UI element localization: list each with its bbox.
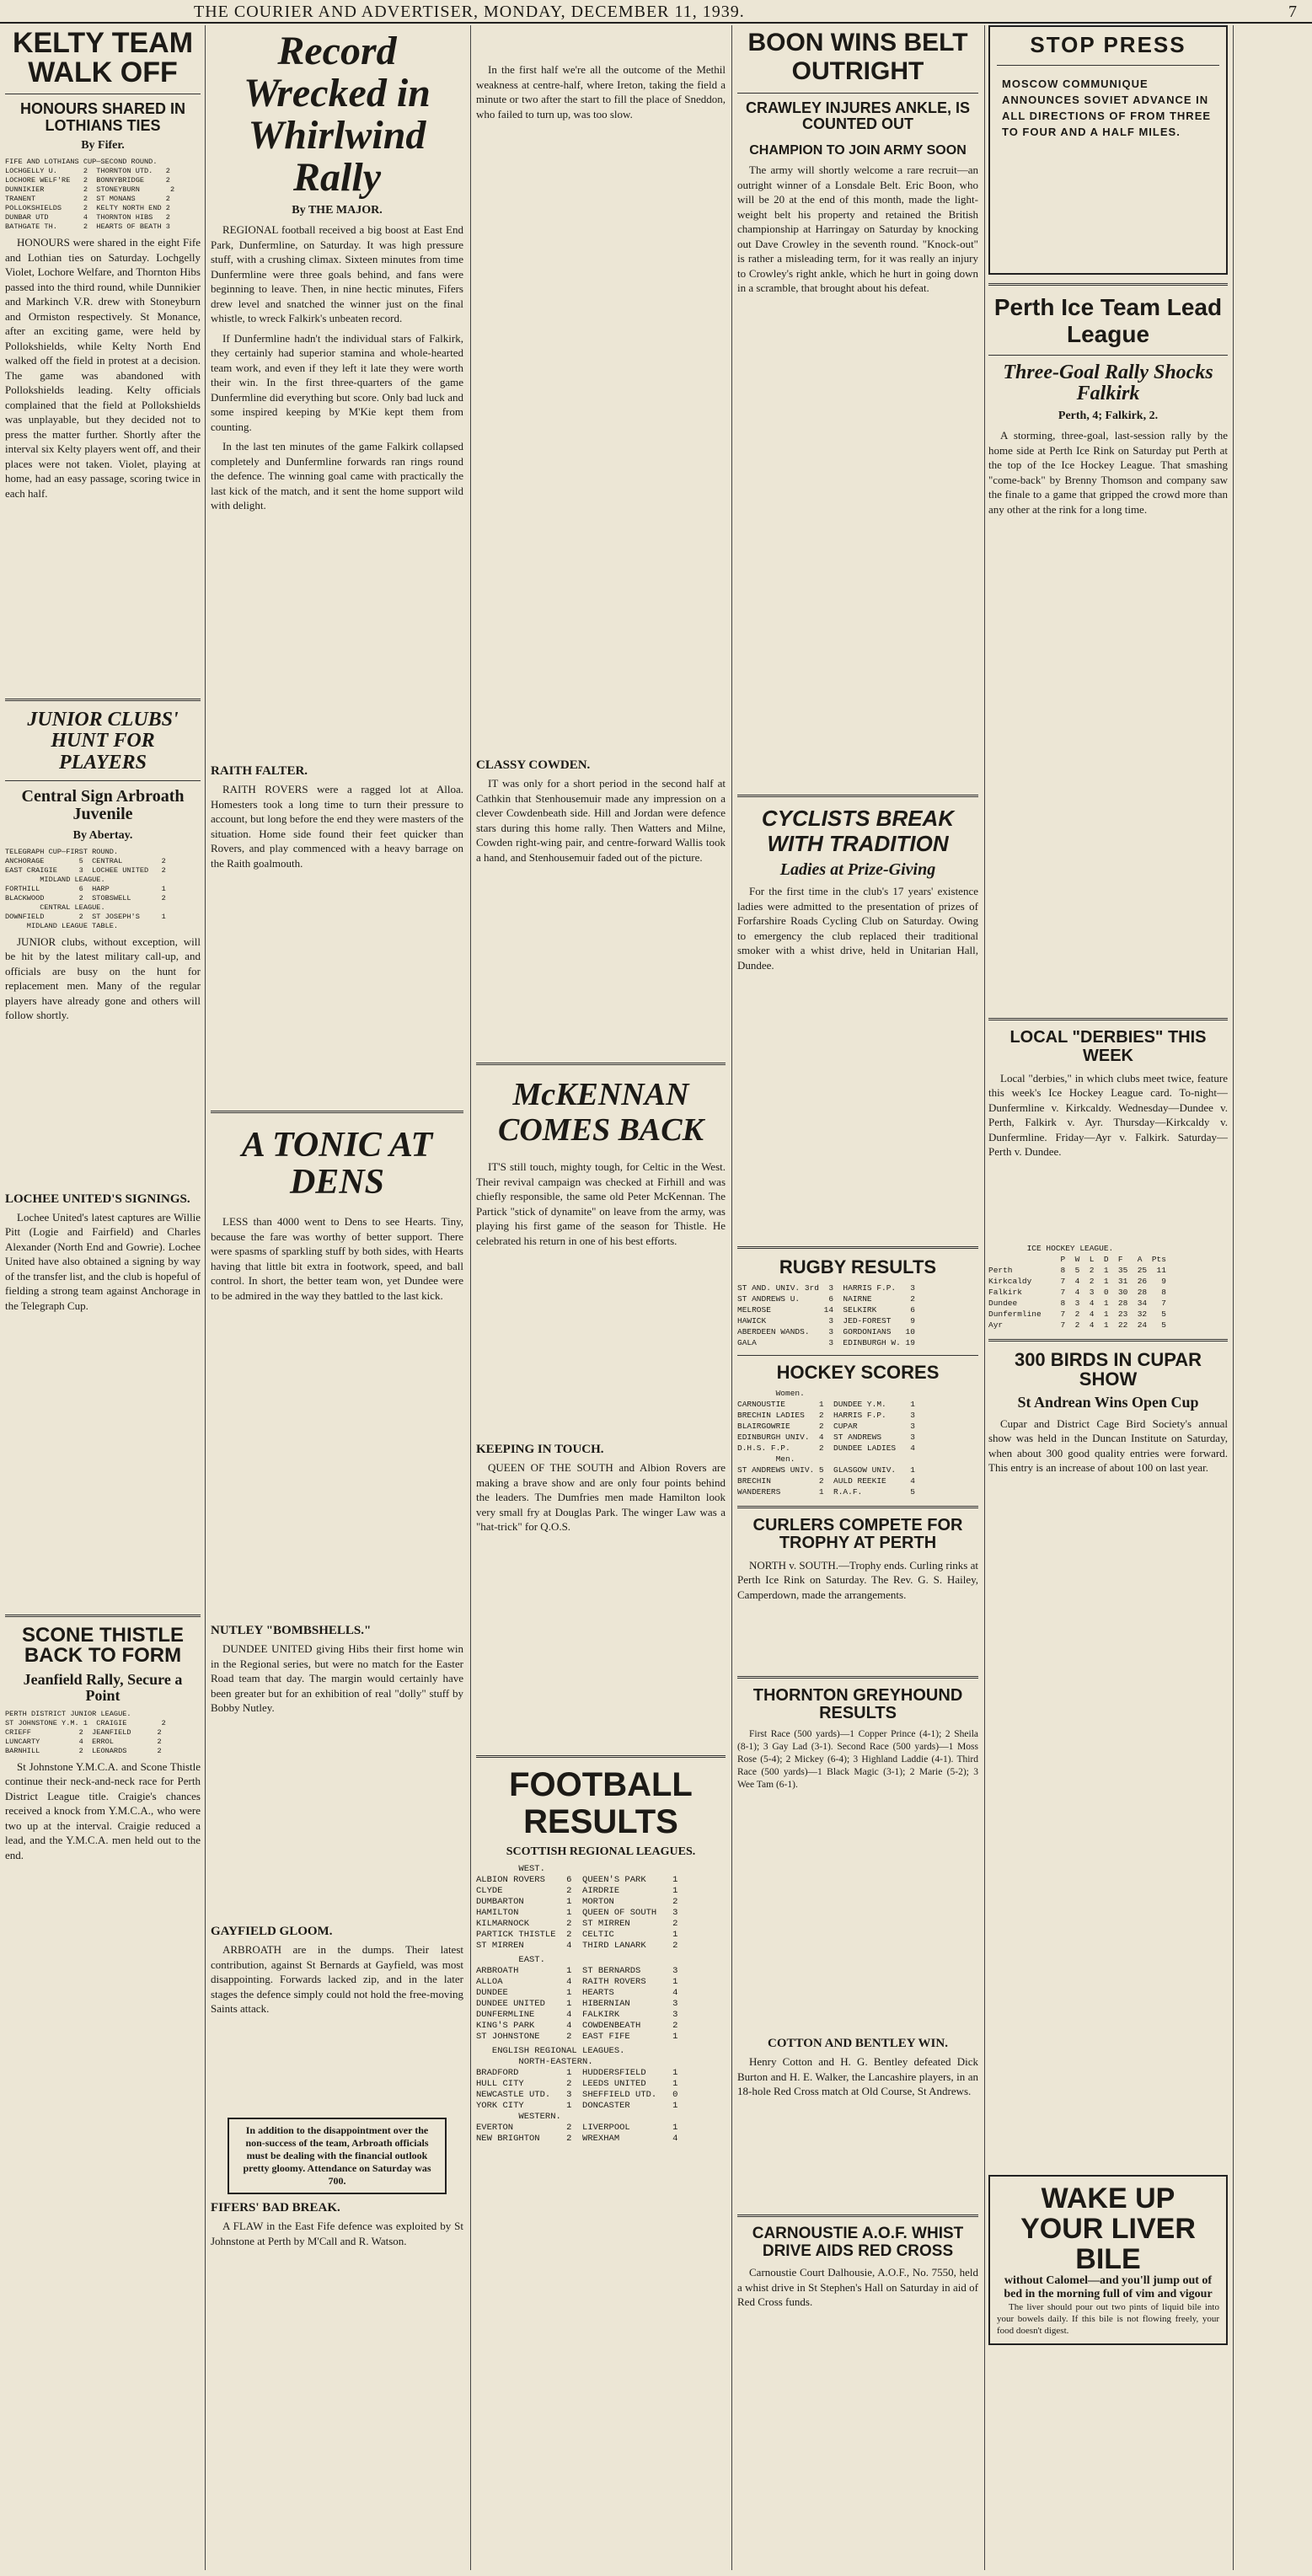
liver-bile-advert [988,2175,1228,2345]
liver-advert-headline: WAKE UP YOUR LIVER BILE [1020,2182,1196,2275]
rugby-results: ST AND. UNIV. 3rd 3 HARRIS F.P. 3 ST ANDREWS U. 6 NAIRNE 2 MELROSE 14 SELKIRK 6 HAWICK 3 JED-FOREST 9 ABERDEEN WANDS. 3 GORDONIANS 10 GALA 3 EDINBURGH W. 19 [737,1283,915,1347]
curlers-article: NORTH v. SOUTH.—Trophy ends. Curling rinks at Perth Ice Rink on Saturday. The Rev. G. S. Hailey, Camperdown, made the arrangements. [737,1558,978,1601]
column-4 [737,25,978,2570]
gayfield-article: ARBROATH are in the dumps. Their latest contribution, against St Bernards at Gayfield, was most disappointing. Forwards lacked zip, and in the later stages the defence simply could not hold the free-moving Saints attack. [211,1943,463,2015]
column-rule [984,25,985,2570]
column-5 [988,25,1228,2570]
masthead-title: THE COURIER AND ADVERTISER, MONDAY, DECEMBER 11, 1939. [194,3,745,21]
lochee-subhead: LOCHEE UNITED'S SIGNINGS. [5,1192,190,1206]
cotton-subhead: COTTON AND BENTLEY WIN. [768,2037,948,2051]
derbies-headline: LOCAL "DERBIES" THIS WEEK [1009,1028,1207,1065]
cyclists-headline: CYCLISTS BREAK WITH TRADITION [761,806,955,857]
boon-headline: BOON WINS BELT OUTRIGHT [747,29,968,85]
attendance-notice: In addition to the disappointment over the non-success of the team, Arbroath officials must be dealing with the financial outlook pretty gloomy. Attendance on Saturday was 700. [228,2118,447,2194]
record-byline: By THE MAJOR. [292,204,383,217]
perth-headline: Perth Ice Team Lead League [993,294,1223,347]
champion-subhead: CHAMPION TO JOIN ARMY SOON [749,142,967,158]
football-results-west: WEST. ALBION ROVERS 6 QUEEN'S PARK 1 CLYDE 2 AIRDRIE 1 DUMBARTON 1 MORTON 2 HAMILTON 1 QUEEN OF SOUTH 3 KILMARNOCK 2 ST MIRREN 2 PARTICK THISTLE 2 CELTIC 1 ST MIRREN 4 THIRD LANARK 2 [476,1864,678,1951]
kelty-byline: By Fifer. [81,139,125,153]
record-article-part1: REGIONAL football received a big boost at East End Park, Dunfermline, on Saturday. It was high pressure stuff, with a crushing climax. Sixteen minutes from time Dunfermline were three goals behind, and fans were beginning to leave. Then, in nine hectic minutes, Fifers drew level and snatched the winner just on the final whistle, to wreck Falkirk's unbeaten record. [211,223,463,324]
masthead [0,0,1312,24]
record-continued: In the first half we're all the outcome of the Methil weakness at centre-half, where Ireton, taking the field a minute or two after the start to fill the place of Sneddon, who failed to turn up, was too slow. [476,63,726,120]
fifers-subhead: FIFERS' BAD BREAK. [211,2201,340,2215]
liver-advert-text: The liver should pour out two pints of liquid bile into your bowels daily. If this bile is not flowing freely, your food doesn't digest. [997,2301,1219,2336]
central-byline: By Abertay. [72,828,133,842]
tonic-headline: A TONIC AT DENS [241,1126,433,1202]
classy-article: IT was only for a short period in the second half at Cathkin that Stenhousemuir made any impression on a clever Cowdenbeath side. Hill and Jordan were defence stars during this home rally. Then Watters and Milne, Cowden right-wing pair, and centre-forward Wallis took a hand, and Stenhousemuir faded out of the picture. [476,777,726,864]
gayfield-subhead: GAYFIELD GLOOM. [211,1925,333,1938]
scone-results: PERTH DISTRICT JUNIOR LEAGUE. ST JOHNSTONE Y.M. 1 CRAIGIE 2 CRIEFF 2 JEANFIELD 2 LUNCARTY 4 ERROL 2 BARNHILL 2 LEONARDS 2 [5,1709,166,1755]
keeping-subhead: KEEPING IN TOUCH. [476,1443,604,1456]
kelty-results: FIFE AND LOTHIANS CUP—SECOND ROUND. LOCHGELLY U. 2 THORNTON UTD. 2 LOCHORE WELF'RE 2 BONNYBRIDGE 2 DUNNIKIER 2 STONEYBURN 2 TRANENT 2 ST MONANS 2 POLLOKSHIELDS 2 KELTY NORTH END 2 DUNBAR UTD 4 THORNTON HIBS 2 BATHGATE TH. 2 HEARTS OF BEATH 3 [5,158,175,232]
cotton-article: Henry Cotton and H. G. Bentley defeated Dick Burton and H. E. Walker, the Lancashire players, in an 18-hole Red Cross match at Old Course, St Andrews. [737,2055,978,2098]
column-rule [205,25,206,2570]
column-1 [5,25,201,2570]
column-rule [731,25,732,2570]
scone-subheadline: Jeanfield Rally, Secure a Point [23,1670,183,1705]
record-article-part2: If Dunfermline hadn't the individual stars of Falkirk, they certainly had superior stamina and whole-hearted team work, and even if they left it late they were worth their win. In the first three-quarters of the game Dunfermline did everything but score. Only bad luck and some inspired keeping by M'Kie kept them from counting. [211,331,463,433]
stop-press-box [988,25,1228,275]
boon-article: The army will shortly welcome a rare recruit—an outright winner of a Lonsdale Belt. Eric Boon, who will be 20 at the end of this month, made the light-weight belt his property and retained the British championship at Harringay on Saturday by knocking out Dave Crowley in the seventh round. "Knock-out" is rather a misleading term, for it was really an injury to Crowley's right ankle, which he hurt in going down in a scramble, that brought about his defeat. [737,163,978,295]
classy-subhead: CLASSY COWDEN. [476,758,591,772]
column-2 [211,25,463,2570]
carnoustie-article: Carnoustie Court Dalhousie, A.O.F., No. 7550, held a whist drive in St Stephen's Hall on Saturday in aid of Red Cross funds. [737,2266,978,2309]
central-results: TELEGRAPH CUP—FIRST ROUND. ANCHORAGE 5 CENTRAL 2 EAST CRAIGIE 3 LOCHEE UNITED 2 MIDLAND LEAGUE. FORTHILL 6 HARP 1 BLACKWOOD 2 STOBSWELL 2 CENTRAL LEAGUE. DOWNFIELD 2 ST JOSEPH'S 1 MIDLAND LEAGUE TABLE. [5,847,166,930]
record-article-part3: In the last ten minutes of the game Falkirk collapsed completely and Dunfermline forwards ran rings round the defence. The winning goal came with practically the last kick of the match, and it sent the home support wild with delight. [211,440,463,511]
ice-hockey-league-table: ICE HOCKEY LEAGUE. P W L D F A Pts Perth 8 5 2 1 35 25 11 Kirkcaldy 7 4 2 1 31 26 9 Falkirk 7 4 3 0 30 28 8 Dundee 8 3 4 1 28 34 7 Dunfermline 7 2 4 1 23 32 5 Ayr 7 2 4 1 22 24 5 [988,1243,1166,1330]
page-number: 7 [1288,3,1297,21]
junior-article: JUNIOR clubs, without exception, will be hit by the latest military call-up, and officials are busy on the hunt for replacement men. Many of the regular players have already gone and others will follow shortly. [5,935,201,1022]
carnoustie-headline: CARNOUSTIE A.O.F. WHIST DRIVE AIDS RED CROSS [752,2225,964,2260]
thornton-headline: THORNTON GREYHOUND RESULTS [752,1685,963,1723]
margin-strip [1239,25,1306,2570]
nutley-subhead: NUTLEY "BOMBSHELLS." [211,1624,372,1637]
stop-press-text: MOSCOW COMMUNIQUE ANNOUNCES SOVIET ADVANCE IN ALL DIRECTIONS OF FROM THREE TO FOUR AND A HALF MILES. [1002,78,1212,138]
thornton-article: First Race (500 yards)—1 Copper Prince (4-1); 2 Sheila (8-1); 3 Gay Lad (3-1). Second Race (500 yards)—1 Moss Rose (5-4); 2 Mickey (6-4); 3 Highland Laddie (4-1). Third Race (500 yards)—1 Black Magic (3-1); 2 Marie (5-2); 3 Wee Tam (6-1). [737,1729,978,1791]
lochee-article: Lochee United's latest captures are Willie Pitt (Logie and Fairfield) and Charles Alexander (North End and Gowrie). Lochee United have also obtained a signing by way of the transfer list, and the club is hopeful of fielding a strong team against Anchorage in the Telegraph Cup. [5,1210,201,1312]
football-results-subhead: SCOTTISH REGIONAL LEAGUES. [506,1845,696,1858]
scone-headline: SCONE THISTLE BACK TO FORM [21,1623,184,1668]
hockey-results: Women. CARNOUSTIE 1 DUNDEE Y.M. 1 BRECHIN LADIES 2 HARRIS F.P. 3 BLAIRGOWRIE 2 CUPAR 3 EDINBURGH UNIV. 4 ST ANDREWS 3 D.H.S. F.P. 2 DUNDEE LADIES 4 Men. ST ANDREWS UNIV. 5 GLASGOW UNIV. 1 BRECHIN 2 AULD REEKIE 4 WANDERERS 1 R.A.F. 5 [737,1388,915,1497]
curlers-headline: CURLERS COMPETE FOR TROPHY AT PERTH [752,1515,963,1553]
football-results-english: ENGLISH REGIONAL LEAGUES. NORTH-EASTERN. BRADFORD 1 HUDDERSFIELD 1 HULL CITY 2 LEEDS UNITED 1 NEWCASTLE UTD. 3 SHEFFIELD UTD. 0 YORK CITY 1 DONCASTER 1 WESTERN. EVERTON 2 LIVERPOOL 1 NEW BRIGHTON 2 WREXHAM 4 [476,2046,678,2144]
football-results-east: EAST. ARBROATH 1 ST BERNARDS 3 ALLOA 4 RAITH ROVERS 1 DUNDEE 1 HEARTS 4 DUNDEE UNITED 1 HIBERNIAN 3 DUNFERMLINE 4 FALKIRK 3 KING'S PARK 4 COWDENBEATH 2 ST JOHNSTONE 2 EAST FIFE 1 [476,1955,678,2042]
rugby-headline: RUGBY RESULTS [779,1256,937,1278]
column-rule [470,25,471,2570]
raith-subhead: RAITH FALTER. [211,764,308,778]
perth-score: Perth, 4; Falkirk, 2. [1058,410,1159,423]
fifers-article: A FLAW in the East Fife defence was exploited by St Johnstone at Perth by M'Call and R. Watson. [211,2220,463,2247]
column-rule [1233,25,1234,2570]
birds-headline: 300 BIRDS IN CUPAR SHOW [1014,1348,1202,1390]
perth-article: A storming, three-goal, last-session rally by the home side at Perth Ice Rink on Saturday put Perth at the top of the Ice Hockey League. That smashing "come-back" by Brenny Thomson and company saw the finale to a game that gripped the crowd more than any other at the rink for a long time. [988,429,1228,516]
stop-press-headline: STOP PRESS [1030,32,1186,57]
perth-subheadline: Three-Goal Rally Shocks Falkirk [1003,361,1213,405]
derbies-article: Local "derbies," in which clubs meet twice, feature this week's Ice Hockey League card. To-night—Dunfermline v. Kirkcaldy. Wednesday—Dundee v. Perth, Falkirk v. Ayr. Thursday—Kirkcaldy v. Dunfermline. Friday—Ayr v. Falkirk. Saturday—Perth v. Dundee. [988,1071,1228,1159]
cyclists-subheadline: Ladies at Prize-Giving [779,860,936,880]
birds-subheadline: St Andrean Wins Open Cup [1017,1394,1199,1411]
column-3 [476,25,726,2570]
tonic-article: LESS than 4000 went to Dens to see Hearts. Tiny, because the fare was worthy of better support. There were spasms of sparkling stuff by both sides, with Hearts having that little bit extra in footwork, speed, and ball control. In short, the better team won, yet Dundee were to be admired in the way they battled to the last kick. [211,1215,463,1302]
boon-subheadline: CRAWLEY INJURES ANKLE, IS COUNTED OUT [745,99,971,133]
birds-article: Cupar and District Cage Bird Society's annual show was held in the Duncan Institute on Saturday, when about 300 good quality entries were forward. This entry is an increase of about 100 on last year. [988,1417,1228,1474]
mckennan-headline: McKENNAN COMES BACK [498,1077,704,1148]
scone-article: St Johnstone Y.M.C.A. and Scone Thistle continue their neck-and-neck race for Perth District League title. Craigie's chances received a knock from Y.M.C.A., who were two up at the interval. Craigie reduced a lead, and the Y.M.C.A. men held out to the end. [5,1759,201,1861]
hockey-headline: HOCKEY SCORES [776,1361,940,1383]
cyclists-article: For the first time in the club's 17 years' existence ladies were admitted to the presentation of prizes of Forfarshire Roads Cycling Club on Saturday. Owing to emergency the club replaced their traditional smoker with a whist drive, held in Unitarian Hall, Dundee. [737,885,978,972]
mckennan-article: IT'S still touch, mighty tough, for Celtic in the West. Their revival campaign was checked at Firhill and was chiefly responsible, the same old Peter McKennan. The Partick "stick of dynamite" on leave from the army, was playing his first game of the season for Thistle. He celebrated his return in one of his best efforts. [476,1160,726,1247]
record-headline: Record Wrecked in Whirlwind Rally [244,29,431,200]
kelty-subheadline: HONOURS SHARED IN LOTHIANS TIES [19,100,185,134]
liver-advert-subheadline: without Calomel—and you'll jump out of bed in the morning full of vim and vigour [1004,2273,1213,2300]
central-headline: Central Sign Arbroath Juvenile [21,786,185,824]
raith-article: RAITH ROVERS were a ragged lot at Alloa. Homesters took a long time to turn their pressure to account, but long before the end they were masters of the situation. Home side found their feet quicker than Rovers, and play commenced with a heavy barrage on the Raith goalmouth. [211,783,463,870]
football-results-headline: FOOTBALL RESULTS [509,1766,693,1840]
keeping-article: QUEEN OF THE SOUTH and Albion Rovers are making a brave show and are only four points behind the leaders. The Dumfries men made Hamilton look very small fry at Douglas Park. The winger Law was a "hat-trick" for Q.O.S. [476,1461,726,1533]
kelty-headline: KELTY TEAM WALK OFF [12,27,194,88]
kelty-article: HONOURS were shared in the eight Fife and Lothian ties on Saturday. Lochgelly Violet, Lochore Welfare, and Thornton Hibs passed into the third round, while Dunnikier and Markinch V.R. drew with Stoneyburn and Ormiston respectively. St Monance, after an exciting game, were held by Pollokshields, while Kelty North End walked off the field in protest at a decision. The game was abandoned with Pollokshields leading. Kelty officials complained that the field at Pollokshields was unplayable, but they decided not to press the matter further. Shortly after the interval six Kelty players went off, and their places were not taken. Violet, playing at home, had an easy passage, scoring twice in each half. [5,236,201,500]
nutley-article: DUNDEE UNITED giving Hibs their first home win in the Regional series, but were no match for the Easter Road team that day. The margin would certainly have been greater but for an exhibition of real "dolly" stuff by Bobby Nutley. [211,1642,463,1714]
junior-headline: JUNIOR CLUBS' HUNT FOR PLAYERS [27,709,179,774]
